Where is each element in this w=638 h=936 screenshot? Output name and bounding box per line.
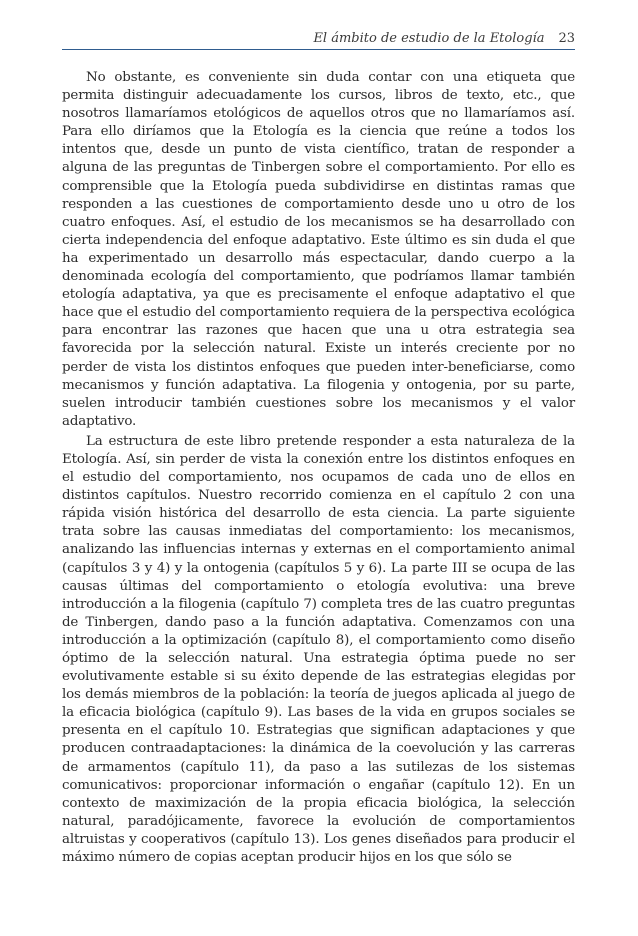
paragraph: La estructura de este libro pretende responder a esta naturaleza de la Etología. Así, sin perder de vista la conexión entre los distintos enfoques en el estudio del comportamiento, nos ocupamos de cada uno de ellos en distintos capítulos. Nuestro recorrido comienza en el capítulo 2 con una rápida visión histórica del desarrollo de esta ciencia. La parte siguiente trata sobre las causas inmediatas del comportamiento: los mecanismos, analizando las influencias internas y externas en el comportamiento animal (capítulos 3 y 4) y la ontogenia (capítulos 5 y 6). La parte III se ocupa de las causas últimas del comportamiento o etología evolutiva: una breve introducción a la filogenia (capítulo 7) completa tres de las cuatro preguntas de Tinbergen, dando paso a la función adaptativa. Comenzamos con una introducción a la optimización (capítulo 8), el comportamiento como diseño óptimo de la selección natural. Una estrategia óptima puede no ser evolutivamente estable si su éxito depende de las estrategias elegidas por los demás miembros de la población: la teoría de juegos aplicada al juego de la eficacia biológica (capítulo 9). Las bases de la vida en grupos sociales se presenta en el capítulo 10. Estrategias que significan adaptaciones y que producen contraadaptaciones: la dinámica de la coevolución y las carreras de armamentos (capítulo 11), da paso a las sutilezas de los sistemas comunicativos: proporcionar información o engañar (capítulo 12). En un contexto de maximización de la propia eficacia biológica, la selección natural, paradójicamente, favorece la evolución de comportamientos altruistas y cooperativos (capítulo 13). Los genes diseñados para producir el máximo número de copias aceptan producir hijos en los que sólo se [62, 433, 575, 866]
running-head [62, 28, 575, 50]
page-number: 23 [558, 31, 575, 46]
body-text [62, 69, 575, 867]
paragraph: No obstante, es conveniente sin duda contar con una etiqueta que permita distinguir adecuadamente los cursos, libros de texto, etc., que nosotros llamaríamos etológicos de aquellos otros que no llamaríamos así. Para ello diríamos que la Etología es la ciencia que reúne a todos los intentos que, desde un punto de vista científico, tratan de responder a alguna de las preguntas de Tinbergen sobre el comportamiento. Por ello es comprensible que la Etología pueda subdividirse en distintas ramas que responden a las cuestiones de comportamiento desde uno u otro de los cuatro enfoques. Así, el estudio de los mecanismos se ha desarrollado con cierta independencia del enfoque adaptativo. Este último es sin duda el que ha experimentado un desarrollo más espectacular, dando cuerpo a la denominada ecología del comportamiento, que podríamos llamar también etología adaptativa, ya que es precisamente el enfoque adaptativo el que hace que el estudio del comportamiento requiera de la perspectiva ecológica para encontrar las razones que hacen que una u otra estrategia sea favorecida por la selección natural. Existe un interés creciente por no perder de vista los distintos enfoques que pueden inter-beneficiarse, como mecanismos y función adaptativa. La filogenia y ontogenia, por su parte, suelen introducir también cuestiones sobre los mecanismos y el valor adaptativo. [62, 70, 575, 429]
running-title: El ámbito de estudio de la Etología [313, 31, 545, 46]
header-rule [62, 49, 575, 50]
